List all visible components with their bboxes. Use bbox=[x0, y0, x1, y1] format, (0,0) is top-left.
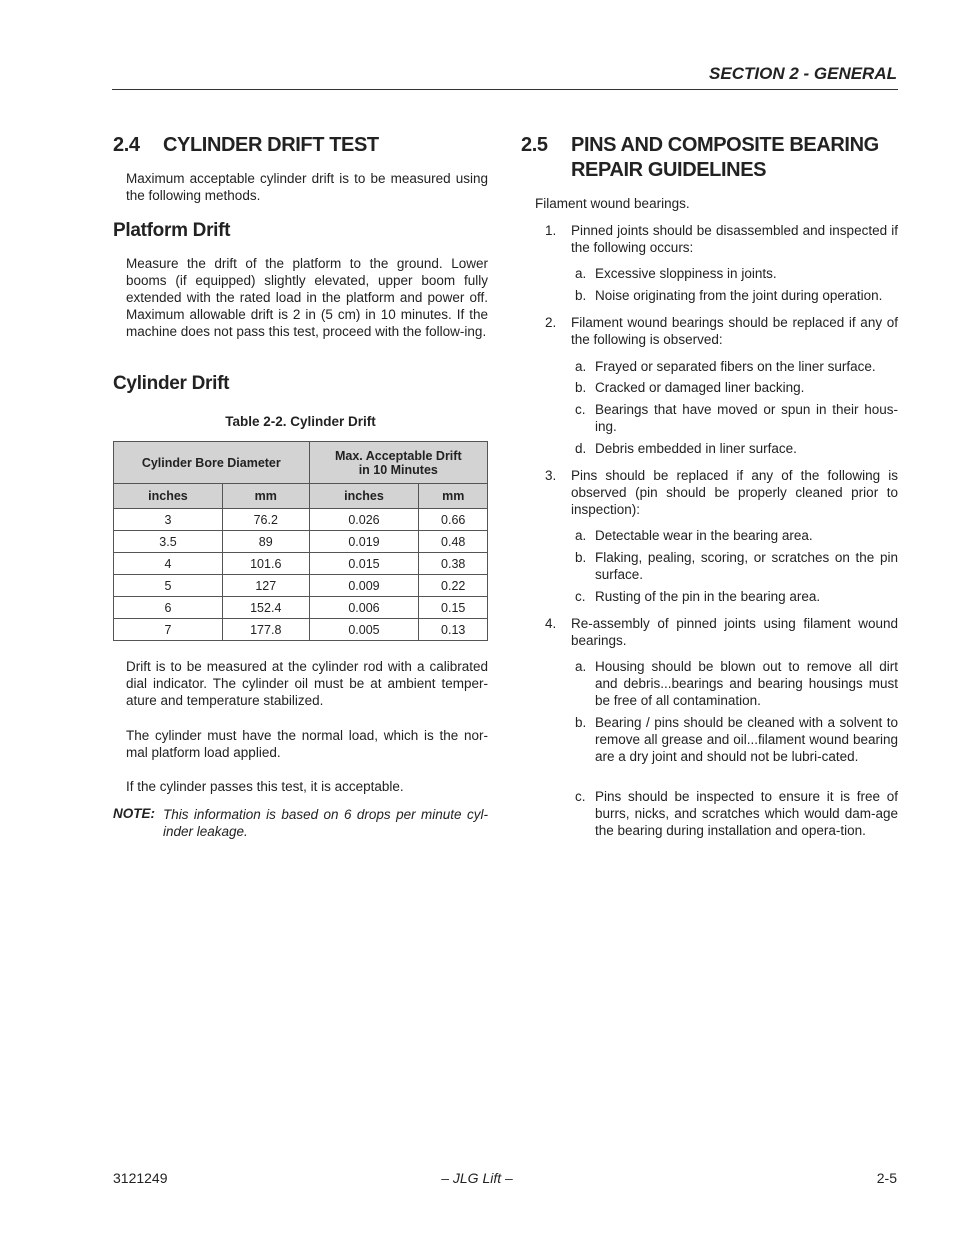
sub-item: Rusting of the pin in the bearing area. bbox=[595, 589, 821, 604]
sub-item: Noise originating from the joint during operation. bbox=[595, 288, 883, 303]
sub-item: Bearing / pins should be cleaned with a solvent to remove all grease and oil...filament wound bearing are a dry joint and should not be lubri-cated. bbox=[595, 715, 898, 764]
section-2-4-title bbox=[113, 133, 379, 158]
platform-drift-heading: Platform Drift bbox=[113, 220, 231, 241]
table-cell: 76.2 bbox=[222, 509, 309, 531]
list-item: Re-assembly of pinned joints using filament wound bearings. bbox=[571, 616, 898, 648]
normal-load-paragraph: The cylinder must have the normal load, which is the nor-mal platform load applied. bbox=[126, 728, 488, 760]
section-2-5-title-line1: PINS AND COMPOSITE BEARING bbox=[571, 134, 879, 156]
sub-item: Housing should be blown out to remove all dirt and debris...bearings and bearing housings must be free of all contamination. bbox=[595, 659, 898, 708]
table-row bbox=[114, 509, 488, 531]
sub-item: Flaking, pealing, scoring, or scratches on the pin surface. bbox=[595, 550, 898, 582]
sub-item-marker: b. bbox=[575, 288, 587, 303]
table-subheader: inches bbox=[309, 484, 419, 509]
table-cell: 0.38 bbox=[419, 553, 488, 575]
sub-item: Excessive sloppiness in joints. bbox=[595, 266, 777, 281]
note-label: NOTE: bbox=[113, 806, 155, 821]
list-item: Pinned joints should be disassembled and inspected if the following occurs: bbox=[571, 223, 898, 255]
sub-item-marker: b. bbox=[575, 550, 587, 565]
table-caption: Table 2-2. Cylinder Drift bbox=[225, 414, 376, 429]
note-text: This information is based on 6 drops per minute cyl-inder leakage. bbox=[163, 807, 488, 839]
header-rule bbox=[112, 89, 898, 90]
sub-item-marker: b. bbox=[575, 380, 587, 395]
sub-item-marker: c. bbox=[575, 789, 586, 804]
section-2-4-intro: Maximum acceptable cylinder drift is to be measured using the following methods. bbox=[126, 171, 488, 203]
section-2-4-number: 2.4 bbox=[113, 134, 140, 156]
table-group-header-drift-line1: Max. Acceptable Drift bbox=[334, 448, 462, 463]
list-item: Filament wound bearings should be replaced if any of the following is observed: bbox=[571, 315, 898, 347]
acceptable-paragraph: If the cylinder passes this test, it is acceptable. bbox=[126, 779, 404, 794]
sub-item-marker: a. bbox=[575, 659, 587, 674]
sub-item: Pins should be inspected to ensure it is free of burrs, nicks, and scratches which would dam-age the bearing during installation and opera-tion. bbox=[595, 789, 898, 838]
list-item: Pins should be replaced if any of the following is observed (pin should be properly cleaned prior to inspection): bbox=[571, 468, 898, 517]
sub-item-marker: d. bbox=[575, 441, 587, 456]
footer-page-number: 2-5 bbox=[876, 1170, 897, 1186]
table-cell: 3 bbox=[114, 509, 223, 531]
table-cell: 101.6 bbox=[222, 553, 309, 575]
footer-doc-number: 3121249 bbox=[113, 1170, 168, 1186]
list-item-marker: 1. bbox=[545, 223, 557, 238]
sub-item-marker: c. bbox=[575, 402, 586, 417]
sub-item-marker: a. bbox=[575, 528, 587, 543]
table-subheader: mm bbox=[419, 484, 488, 509]
table-cell: 6 bbox=[114, 597, 223, 619]
table-cell: 0.005 bbox=[309, 619, 419, 641]
section-2-5-number: 2.5 bbox=[521, 134, 548, 156]
sub-item: Detectable wear in the bearing area. bbox=[595, 528, 813, 543]
table-cell: 0.026 bbox=[309, 509, 419, 531]
cylinder-drift-heading: Cylinder Drift bbox=[113, 373, 230, 394]
sub-item-marker: a. bbox=[575, 359, 587, 374]
table-cell: 127 bbox=[222, 575, 309, 597]
table-cell: 0.22 bbox=[419, 575, 488, 597]
table-cell: 0.015 bbox=[309, 553, 419, 575]
list-item-marker: 2. bbox=[545, 315, 557, 330]
sub-item: Bearings that have moved or spun in their hous-ing. bbox=[595, 402, 898, 434]
list-item-marker: 4. bbox=[545, 616, 557, 631]
table-cell: 5 bbox=[114, 575, 223, 597]
table-cell: 4 bbox=[114, 553, 223, 575]
footer-brand: – JLG Lift – bbox=[441, 1170, 513, 1186]
table-cell: 0.66 bbox=[419, 509, 488, 531]
sub-item-marker: b. bbox=[575, 715, 587, 730]
sub-item-marker: a. bbox=[575, 266, 587, 281]
table-row bbox=[114, 531, 488, 553]
section-2-5-intro: Filament wound bearings. bbox=[535, 196, 690, 211]
sub-item: Debris embedded in liner surface. bbox=[595, 441, 797, 456]
table-cell: 0.15 bbox=[419, 597, 488, 619]
table-cell: 7 bbox=[114, 619, 223, 641]
table-cell: 89 bbox=[222, 531, 309, 553]
table-cell: 0.48 bbox=[419, 531, 488, 553]
drift-measure-paragraph: Drift is to be measured at the cylinder rod with a calibrated dial indicator. The cylinder oil must be at ambient temper-ature and temperature stabilized. bbox=[126, 659, 488, 708]
table-subheader: mm bbox=[222, 484, 309, 509]
table-cell: 0.006 bbox=[309, 597, 419, 619]
table-row bbox=[114, 619, 488, 641]
table-row bbox=[114, 575, 488, 597]
cylinder-drift-table bbox=[113, 441, 488, 641]
sub-item: Cracked or damaged liner backing. bbox=[595, 380, 805, 395]
table-group-header-drift-line2: in 10 Minutes bbox=[358, 462, 438, 477]
section-header: SECTION 2 - GENERAL bbox=[709, 64, 897, 83]
table-subheader: inches bbox=[114, 484, 223, 509]
table-group-header-bore: Cylinder Bore Diameter bbox=[114, 442, 310, 484]
section-2-4-title-text: CYLINDER DRIFT TEST bbox=[163, 134, 379, 156]
table-row bbox=[114, 597, 488, 619]
section-2-5-title bbox=[521, 133, 879, 183]
table-cell: 0.009 bbox=[309, 575, 419, 597]
sub-item-marker: c. bbox=[575, 589, 586, 604]
list-item-marker: 3. bbox=[545, 468, 557, 483]
table-cell: 0.019 bbox=[309, 531, 419, 553]
table-cell: 3.5 bbox=[114, 531, 223, 553]
table-row bbox=[114, 553, 488, 575]
platform-drift-text: Measure the drift of the platform to the ground. Lower booms (if equipped) slightly elevated, upper boom fully extended with the rated load in the platform and power off. Maximum allowable drift is 2 in (5 cm) in 10 minutes. If the machine does not pass this test, proceed with the follow-ing. bbox=[126, 256, 488, 339]
section-2-5-title-line2: REPAIR GUIDELINES bbox=[571, 159, 767, 181]
table-group-header-drift bbox=[309, 442, 487, 484]
table-cell: 0.13 bbox=[419, 619, 488, 641]
sub-item: Frayed or separated fibers on the liner surface. bbox=[595, 359, 876, 374]
table-cell: 152.4 bbox=[222, 597, 309, 619]
table-cell: 177.8 bbox=[222, 619, 309, 641]
